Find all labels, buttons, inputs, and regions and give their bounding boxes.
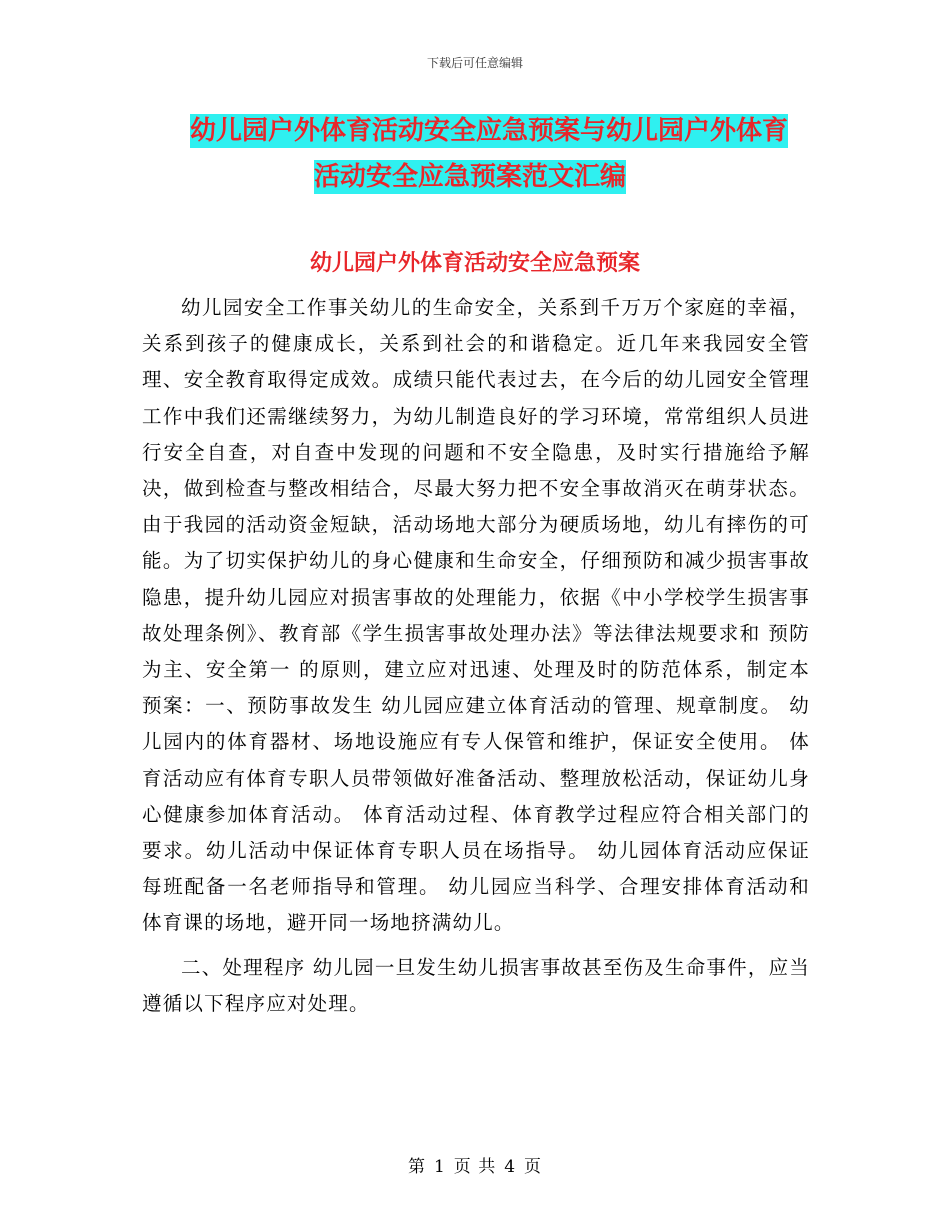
paragraph-2: 二、处理程序 幼儿园一旦发生幼儿损害事故甚至伤及生命事件，应当遵循以下程序应对处理。 — [142, 955, 810, 1015]
header-note: 下载后可任意编辑 — [426, 56, 523, 70]
page-footer — [0, 1152, 950, 1177]
footer-prefix: 第 — [407, 1157, 426, 1177]
title-line-2: 活动安全应急预案范文汇编 — [313, 162, 626, 192]
document-title — [190, 108, 810, 200]
title-line-1: 幼儿园户外体育活动安全应急预案与幼儿园户外体育 — [190, 116, 789, 146]
footer-suffix: 页 — [524, 1157, 543, 1177]
section-title: 幼儿园户外体育活动安全应急预案 — [309, 251, 640, 276]
body-text — [142, 290, 810, 1022]
footer-total-pages: 4 — [504, 1157, 517, 1177]
footer-current-page: 1 — [433, 1157, 446, 1177]
paragraph-1: 幼儿园安全工作事关幼儿的生命安全，关系到千万万个家庭的幸福，关系到孩子的健康成长，关系到社会的和谐稳定。近几年来我园安全管理、安全教育取得定成效。成绩只能代表过去，在今后的幼儿园安全管理工作中我们还需继续努力，为幼儿制造良好的学习环境，常常组织人员进行安全自查，对自查中发现的问题和不安全隐患，及时实行措施给予解决，做到检查与整改相结合，尽最大努力把不安全事故消灭在萌芽状态。由于我园的活动资金短缺，活动场地大部分为硬质场地，幼儿有摔伤的可能。为了切实保护幼儿的身心健康和生命安全，仔细预防和减少损害事故隐患，提升幼儿园应对损害事故的处理能力，依据《中小学校学生损害事故处理条例》、教育部《学生损害事故处理办法》等法律法规要求和 预防为主、安全第一 的原则，建立应对迅速、处理及时的防范体系，制定本预案：一、预防事故发生 幼儿园应建立体育活动的管理、规章制度。 幼儿园内的体育器材、场地设施应有专人保管和维护，保证安全使用。 体育活动应有体育专职人员带领做好准备活动、整理放松活动，保证幼儿身心健康参加体育活动。 体育活动过程、体育教学过程应符合相关部门的要求。幼儿活动中保证体育专职人员在场指导。 幼儿园体育活动应保证每班配备一名老师指导和管理。 幼儿园应当科学、合理安排体育活动和体育课的场地，避开同一场地挤满幼儿。 — [142, 296, 810, 935]
footer-mid: 页 共 — [453, 1157, 497, 1177]
